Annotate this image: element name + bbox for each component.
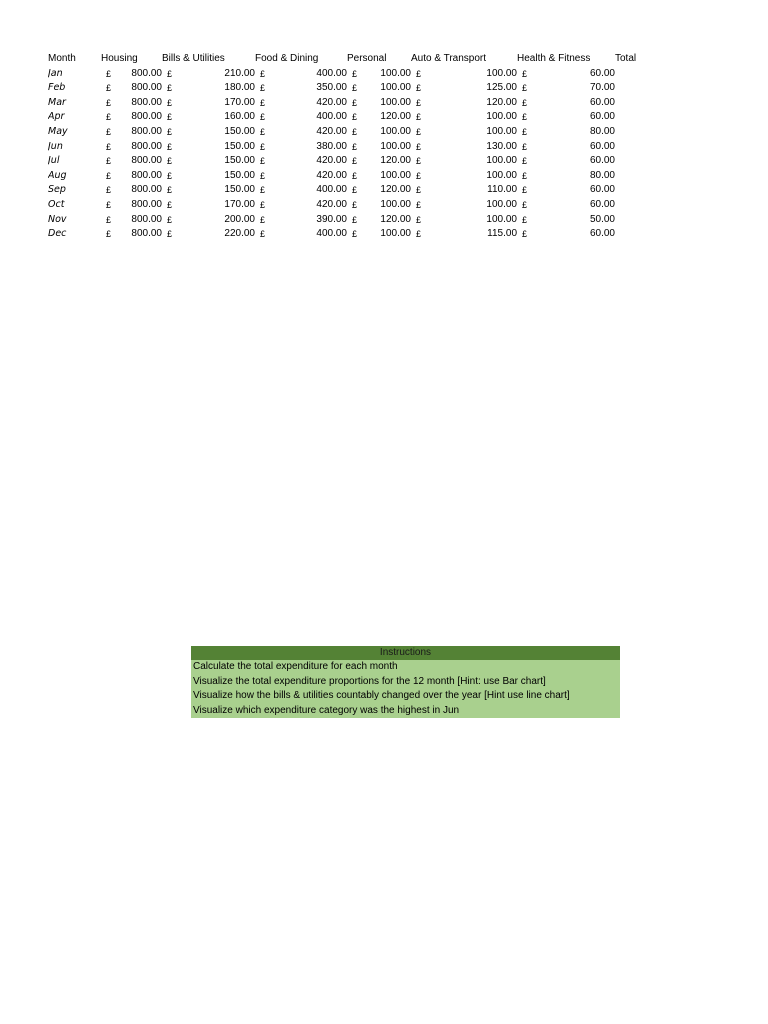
currency-symbol[interactable]: £ [167,214,173,225]
currency-symbol[interactable]: £ [260,185,266,196]
currency-symbol[interactable]: £ [416,199,422,210]
currency-symbol[interactable]: £ [416,112,422,123]
health-amount-cell[interactable]: 60.00 [589,198,615,210]
table-row [48,198,655,213]
health-amount-cell[interactable]: 60.00 [589,67,615,79]
total-cell[interactable] [615,125,655,140]
currency-symbol[interactable]: £ [167,141,173,152]
bills-amount-cell[interactable]: 210.00 [224,67,255,79]
personal-amount-cell[interactable]: 100.00 [380,228,411,240]
currency-symbol[interactable]: £ [416,156,422,167]
table-row [48,81,655,96]
header-personal[interactable]: Personal [347,53,387,64]
food-amount-cell[interactable]: 400.00 [316,184,347,196]
currency-symbol[interactable]: £ [416,97,422,108]
currency-symbol[interactable]: £ [106,199,112,210]
personal-amount-cell[interactable]: 100.00 [380,125,411,137]
currency-symbol[interactable]: £ [106,214,112,225]
table-row [48,96,655,111]
header-row [48,52,655,67]
food-amount-cell[interactable]: 420.00 [316,125,347,137]
total-cell[interactable] [615,110,655,125]
currency-symbol[interactable]: £ [522,185,528,196]
total-cell[interactable] [615,213,655,228]
auto-amount-cell[interactable]: 100.00 [486,213,517,225]
header-auto-transport[interactable]: Auto & Transport [411,53,487,64]
housing-amount-cell[interactable]: 800.00 [131,228,162,240]
currency-symbol[interactable]: £ [522,214,528,225]
health-amount-cell[interactable]: 80.00 [589,125,615,137]
currency-symbol[interactable]: £ [167,199,173,210]
currency-symbol[interactable]: £ [522,141,528,152]
currency-symbol[interactable]: £ [106,112,112,123]
expense-table [48,52,655,242]
health-amount-cell[interactable]: 60.00 [589,140,615,152]
health-amount-cell[interactable]: 60.00 [589,184,615,196]
currency-symbol[interactable]: £ [522,68,528,79]
auto-amount-cell[interactable]: 100.00 [486,125,517,137]
currency-symbol[interactable]: £ [106,83,112,94]
currency-symbol[interactable]: £ [522,97,528,108]
currency-symbol[interactable]: £ [260,229,266,240]
currency-symbol[interactable]: £ [106,141,112,152]
header-food-dining[interactable]: Food & Dining [255,53,319,64]
personal-amount-cell[interactable]: 120.00 [380,184,411,196]
food-amount-cell[interactable]: 390.00 [316,213,347,225]
bills-amount-cell[interactable]: 200.00 [224,213,255,225]
currency-symbol[interactable]: £ [167,68,173,79]
auto-amount-cell[interactable]: 115.00 [487,228,517,240]
instruction-line-1[interactable]: Calculate the total expenditure for each month [191,660,620,675]
health-amount-cell[interactable]: 60.00 [589,228,615,240]
currency-symbol[interactable]: £ [260,170,266,181]
currency-symbol[interactable]: £ [167,229,173,240]
currency-symbol[interactable]: £ [167,185,173,196]
currency-symbol[interactable]: £ [352,199,358,210]
housing-amount-cell[interactable]: 800.00 [131,155,162,167]
housing-amount-cell[interactable]: 800.00 [131,96,162,108]
header-month[interactable]: Month [48,53,76,64]
currency-symbol[interactable]: £ [106,170,112,181]
housing-amount-cell[interactable]: 800.00 [131,140,162,152]
currency-symbol[interactable]: £ [352,170,358,181]
auto-amount-cell[interactable]: 120.00 [486,96,517,108]
table-row [48,154,655,169]
health-amount-cell[interactable]: 70.00 [589,82,615,94]
total-cell[interactable] [615,96,655,111]
currency-symbol[interactable]: £ [260,68,266,79]
auto-amount-cell[interactable]: 125.00 [486,82,517,94]
health-amount-cell[interactable]: 50.00 [589,213,615,225]
currency-symbol[interactable]: £ [106,229,112,240]
auto-amount-cell[interactable]: 110.00 [487,184,517,196]
currency-symbol[interactable]: £ [522,156,528,167]
food-amount-cell[interactable]: 400.00 [316,67,347,79]
currency-symbol[interactable]: £ [416,68,422,79]
housing-amount-cell[interactable]: 800.00 [131,125,162,137]
food-amount-cell[interactable]: 420.00 [316,169,347,181]
header-bills-utilities[interactable]: Bills & Utilities [162,53,225,64]
table-row [48,183,655,198]
food-amount-cell[interactable]: 350.00 [316,82,347,94]
housing-amount-cell[interactable]: 800.00 [131,82,162,94]
currency-symbol[interactable]: £ [416,229,422,240]
auto-amount-cell[interactable]: 100.00 [486,67,517,79]
personal-amount-cell[interactable]: 120.00 [380,213,411,225]
bills-amount-cell[interactable]: 170.00 [224,96,255,108]
auto-amount-cell[interactable]: 100.00 [486,111,517,123]
health-amount-cell[interactable]: 60.00 [589,155,615,167]
personal-amount-cell[interactable]: 100.00 [380,140,411,152]
currency-symbol[interactable]: £ [416,185,422,196]
bills-amount-cell[interactable]: 150.00 [224,169,255,181]
personal-amount-cell[interactable]: 100.00 [380,67,411,79]
currency-symbol[interactable]: £ [416,83,422,94]
currency-symbol[interactable]: £ [260,126,266,137]
currency-symbol[interactable]: £ [106,68,112,79]
bills-amount-cell[interactable]: 170.00 [224,198,255,210]
month-cell[interactable]: May [48,125,68,137]
currency-symbol[interactable]: £ [167,126,173,137]
table-row [48,110,655,125]
currency-symbol[interactable]: £ [106,156,112,167]
currency-symbol[interactable]: £ [167,156,173,167]
food-amount-cell[interactable]: 420.00 [316,96,347,108]
auto-amount-cell[interactable]: 130.00 [486,140,517,152]
currency-symbol[interactable]: £ [416,170,422,181]
personal-amount-cell[interactable]: 100.00 [380,96,411,108]
total-cell[interactable] [615,198,655,213]
health-amount-cell[interactable]: 60.00 [589,111,615,123]
month-cell[interactable]: Feb [48,82,66,94]
currency-symbol[interactable]: £ [352,83,358,94]
currency-symbol[interactable]: £ [522,83,528,94]
month-cell[interactable]: Sep [48,184,66,196]
currency-symbol[interactable]: £ [352,156,358,167]
housing-amount-cell[interactable]: 800.00 [131,67,162,79]
health-amount-cell[interactable]: 80.00 [589,169,615,181]
currency-symbol[interactable]: £ [352,214,358,225]
bills-amount-cell[interactable]: 160.00 [224,111,255,123]
header-total[interactable]: Total [615,53,637,64]
currency-symbol[interactable]: £ [167,170,173,181]
currency-symbol[interactable]: £ [106,97,112,108]
month-cell[interactable]: Oct [48,198,65,210]
month-cell[interactable]: Jan [48,67,63,79]
food-amount-cell[interactable]: 400.00 [316,228,347,240]
currency-symbol[interactable]: £ [106,185,112,196]
food-amount-cell[interactable]: 420.00 [316,155,347,167]
total-cell[interactable] [615,227,655,242]
bills-amount-cell[interactable]: 220.00 [224,228,255,240]
bills-amount-cell[interactable]: 180.00 [224,82,255,94]
table-row [48,140,655,155]
currency-symbol[interactable]: £ [352,68,358,79]
personal-amount-cell[interactable]: 120.00 [380,111,411,123]
currency-symbol[interactable]: £ [522,126,528,137]
food-amount-cell[interactable]: 420.00 [316,198,347,210]
currency-symbol[interactable]: £ [106,126,112,137]
auto-amount-cell[interactable]: 100.00 [486,155,517,167]
currency-symbol[interactable]: £ [260,112,266,123]
currency-symbol[interactable]: £ [522,229,528,240]
housing-amount-cell[interactable]: 800.00 [131,169,162,181]
total-cell[interactable] [615,81,655,96]
currency-symbol[interactable]: £ [260,199,266,210]
bills-amount-cell[interactable]: 150.00 [224,140,255,152]
personal-amount-cell[interactable]: 120.00 [380,155,411,167]
housing-amount-cell[interactable]: 800.00 [131,198,162,210]
table-body [48,67,655,242]
month-cell[interactable]: Apr [48,111,65,123]
month-cell[interactable]: Aug [48,169,67,181]
instruction-line-4[interactable]: Visualize which expenditure category was the highest in Jun [191,704,620,719]
currency-symbol[interactable]: £ [352,126,358,137]
instructions-box [191,646,620,718]
total-cell[interactable] [615,169,655,184]
currency-symbol[interactable]: £ [352,229,358,240]
currency-symbol[interactable]: £ [416,126,422,137]
food-amount-cell[interactable]: 400.00 [316,111,347,123]
table-row [48,213,655,228]
table-row [48,169,655,184]
currency-symbol[interactable]: £ [260,156,266,167]
auto-amount-cell[interactable]: 100.00 [486,169,517,181]
month-cell[interactable]: Jul [48,155,60,167]
food-amount-cell[interactable]: 380.00 [316,140,347,152]
instruction-line-2[interactable]: Visualize the total expenditure proportions for the 12 month [Hint: use Bar chart] [191,675,620,690]
health-amount-cell[interactable]: 60.00 [589,96,615,108]
total-cell[interactable] [615,67,655,82]
currency-symbol[interactable]: £ [167,83,173,94]
total-cell[interactable] [615,183,655,198]
currency-symbol[interactable]: £ [416,141,422,152]
currency-symbol[interactable]: £ [260,214,266,225]
currency-symbol[interactable]: £ [352,112,358,123]
currency-symbol[interactable]: £ [522,199,528,210]
personal-amount-cell[interactable]: 100.00 [380,82,411,94]
currency-symbol[interactable]: £ [522,170,528,181]
table-row [48,67,655,82]
currency-symbol[interactable]: £ [260,141,266,152]
currency-symbol[interactable]: £ [416,214,422,225]
month-cell[interactable]: Nov [48,213,67,225]
bills-amount-cell[interactable]: 150.00 [224,155,255,167]
currency-symbol[interactable]: £ [167,112,173,123]
header-health-fitness[interactable]: Health & Fitness [517,53,591,64]
month-cell[interactable]: Jun [48,140,63,152]
currency-symbol[interactable]: £ [522,112,528,123]
bills-amount-cell[interactable]: 150.00 [224,184,255,196]
housing-amount-cell[interactable]: 800.00 [131,111,162,123]
instructions-title[interactable]: Instructions [191,646,620,660]
total-cell[interactable] [615,154,655,169]
housing-amount-cell[interactable]: 800.00 [131,213,162,225]
table-row [48,125,655,140]
housing-amount-cell[interactable]: 800.00 [131,184,162,196]
personal-amount-cell[interactable]: 100.00 [380,169,411,181]
bills-amount-cell[interactable]: 150.00 [224,125,255,137]
personal-amount-cell[interactable]: 100.00 [380,198,411,210]
currency-symbol[interactable]: £ [260,97,266,108]
month-cell[interactable]: Dec [48,228,67,240]
instruction-line-3[interactable]: Visualize how the bills & utilities countably changed over the year [Hint use line chart] [191,689,620,704]
month-cell[interactable]: Mar [48,96,66,108]
currency-symbol[interactable]: £ [352,97,358,108]
currency-symbol[interactable]: £ [352,185,358,196]
currency-symbol[interactable]: £ [352,141,358,152]
auto-amount-cell[interactable]: 100.00 [486,198,517,210]
header-housing[interactable]: Housing [101,53,138,64]
total-cell[interactable] [615,140,655,155]
currency-symbol[interactable]: £ [260,83,266,94]
table-row [48,227,655,242]
currency-symbol[interactable]: £ [167,97,173,108]
